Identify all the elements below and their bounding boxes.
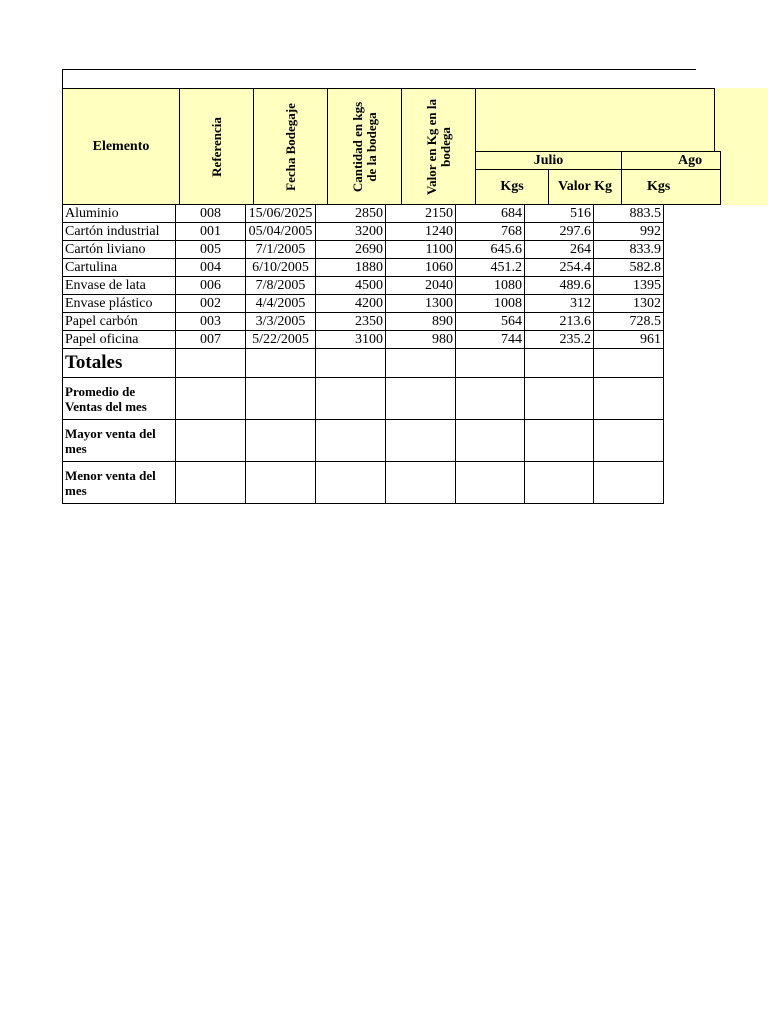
summary-cell[interactable] [386, 420, 456, 462]
cell-agosto-kgs[interactable]: 833.9 [594, 241, 664, 259]
summary-row-menor [63, 462, 664, 504]
summary-cell[interactable] [316, 378, 386, 420]
header-fecha-label: Fecha Bodegaje [282, 102, 298, 191]
totals-cell[interactable] [525, 349, 594, 378]
summary-cell[interactable] [594, 378, 664, 420]
summary-cell[interactable] [176, 420, 246, 462]
cell-agosto-kgs[interactable]: 883.5 [594, 205, 664, 223]
cell-valor[interactable]: 890 [386, 313, 456, 331]
header-cantidad-line1: Cantidad en kgs [349, 101, 365, 192]
table-row [63, 331, 664, 349]
cell-elemento[interactable]: Papel carbón [63, 313, 176, 331]
cell-agosto-kgs[interactable]: 582.8 [594, 259, 664, 277]
totals-row [63, 349, 664, 378]
header-julio-kgs [475, 169, 549, 205]
cell-julio-valor[interactable]: 254.4 [525, 259, 594, 277]
header-elemento [62, 88, 180, 205]
cell-valor[interactable]: 1300 [386, 295, 456, 313]
table-row [63, 241, 664, 259]
cell-elemento[interactable]: Cartón industrial [63, 223, 176, 241]
cell-cantidad[interactable]: 1880 [316, 259, 386, 277]
totals-cell[interactable] [176, 349, 246, 378]
summary-label-menor: Menor venta del mes [63, 462, 176, 504]
table-row [63, 295, 664, 313]
cell-fecha[interactable]: 7/8/2005 [246, 277, 316, 295]
cell-agosto-kgs[interactable]: 992 [594, 223, 664, 241]
cell-agosto-kgs[interactable]: 728.5 [594, 313, 664, 331]
header-cantidad-line2: de la bodega [363, 111, 379, 182]
cell-referencia[interactable]: 003 [176, 313, 246, 331]
cell-valor[interactable]: 2150 [386, 205, 456, 223]
cell-valor[interactable]: 2040 [386, 277, 456, 295]
totals-cell[interactable] [246, 349, 316, 378]
header-referencia-label: Referencia [208, 116, 224, 177]
cell-referencia[interactable]: 006 [176, 277, 246, 295]
totals-label: Totales [63, 349, 176, 378]
cell-valor[interactable]: 980 [386, 331, 456, 349]
table-row [63, 259, 664, 277]
summary-cell[interactable] [386, 378, 456, 420]
summary-cell[interactable] [525, 462, 594, 504]
header-valor-line1: Valor en Kg en la [423, 98, 439, 195]
summary-cell[interactable] [176, 378, 246, 420]
header-fecha [253, 88, 328, 205]
cell-julio-kgs[interactable]: 1080 [456, 277, 525, 295]
cell-fecha[interactable]: 7/1/2005 [246, 241, 316, 259]
data-table [62, 204, 664, 504]
summary-cell[interactable] [316, 462, 386, 504]
header-elemento-label: Elemento [92, 138, 150, 154]
cell-cantidad[interactable]: 4200 [316, 295, 386, 313]
cell-valor[interactable]: 1240 [386, 223, 456, 241]
cell-julio-kgs[interactable]: 1008 [456, 295, 525, 313]
summary-cell[interactable] [594, 462, 664, 504]
header-month-agosto-label: Ago [678, 152, 703, 168]
cell-julio-kgs[interactable]: 684 [456, 205, 525, 223]
cell-elemento[interactable]: Cartulina [63, 259, 176, 277]
cell-cantidad[interactable]: 4500 [316, 277, 386, 295]
header-agosto-kgs [621, 169, 721, 205]
cell-cantidad[interactable]: 2350 [316, 313, 386, 331]
cell-elemento[interactable]: Envase plástico [63, 295, 176, 313]
cell-julio-valor[interactable]: 213.6 [525, 313, 594, 331]
totals-cell[interactable] [386, 349, 456, 378]
cell-fecha[interactable]: 5/22/2005 [246, 331, 316, 349]
cell-agosto-kgs[interactable]: 1302 [594, 295, 664, 313]
header-julio-valor [548, 169, 622, 205]
header-valor-line2: bodega [437, 126, 453, 167]
header-month-julio [475, 151, 622, 170]
summary-row-promedio [63, 378, 664, 420]
cell-elemento[interactable]: Cartón liviano [63, 241, 176, 259]
summary-cell[interactable] [246, 378, 316, 420]
header-referencia [179, 88, 254, 205]
table-row [63, 205, 664, 223]
summary-cell[interactable] [246, 420, 316, 462]
summary-cell[interactable] [525, 420, 594, 462]
cell-julio-valor[interactable]: 516 [525, 205, 594, 223]
cell-referencia[interactable]: 002 [176, 295, 246, 313]
cell-elemento[interactable]: Aluminio [63, 205, 176, 223]
summary-cell[interactable] [316, 420, 386, 462]
header-cantidad [327, 88, 402, 205]
cell-referencia[interactable]: 008 [176, 205, 246, 223]
cell-julio-valor[interactable]: 235.2 [525, 331, 594, 349]
summary-row-mayor [63, 420, 664, 462]
cell-referencia[interactable]: 004 [176, 259, 246, 277]
cell-fecha[interactable]: 05/04/2005 [246, 223, 316, 241]
cell-julio-kgs[interactable]: 744 [456, 331, 525, 349]
summary-cell[interactable] [456, 378, 525, 420]
header-julio-valor-label: Valor Kg [557, 179, 613, 194]
cell-julio-valor[interactable]: 297.6 [525, 223, 594, 241]
header-agosto-kgs-label: Kgs [647, 179, 671, 194]
title-row [62, 69, 696, 88]
header-month-julio-label: Julio [533, 152, 564, 168]
summary-cell[interactable] [246, 462, 316, 504]
summary-cell[interactable] [525, 378, 594, 420]
cell-referencia[interactable]: 005 [176, 241, 246, 259]
cell-agosto-kgs[interactable]: 1395 [594, 277, 664, 295]
header-valor-label [425, 93, 453, 201]
cell-elemento[interactable]: Envase de lata [63, 277, 176, 295]
summary-rows [63, 349, 664, 504]
cell-fecha[interactable]: 3/3/2005 [246, 313, 316, 331]
table-row [63, 223, 664, 241]
summary-cell[interactable] [594, 420, 664, 462]
cell-cantidad[interactable]: 2850 [316, 205, 386, 223]
cell-elemento[interactable]: Papel oficina [63, 331, 176, 349]
cell-julio-valor[interactable]: 489.6 [525, 277, 594, 295]
spreadsheet [62, 69, 703, 512]
header-months-group [475, 88, 715, 152]
cell-cantidad[interactable]: 3200 [316, 223, 386, 241]
cell-julio-kgs[interactable]: 768 [456, 223, 525, 241]
table-row [63, 313, 664, 331]
cell-valor[interactable]: 1100 [386, 241, 456, 259]
cell-julio-kgs[interactable]: 645.6 [456, 241, 525, 259]
summary-label-promedio: Promedio de Ventas del mes [63, 378, 176, 420]
summary-label-mayor: Mayor venta del mes [63, 420, 176, 462]
header-valor [401, 88, 476, 205]
cell-fecha[interactable]: 4/4/2005 [246, 295, 316, 313]
table-row [63, 277, 664, 295]
header-month-agosto [621, 151, 721, 170]
totals-cell[interactable] [456, 349, 525, 378]
cell-julio-kgs[interactable]: 451.2 [456, 259, 525, 277]
data-rows [63, 205, 664, 349]
cell-valor[interactable]: 1060 [386, 259, 456, 277]
cell-fecha[interactable]: 15/06/2025 [246, 205, 316, 223]
summary-cell[interactable] [386, 462, 456, 504]
totals-cell[interactable] [316, 349, 386, 378]
summary-cell[interactable] [176, 462, 246, 504]
totals-cell[interactable] [594, 349, 664, 378]
cell-cantidad[interactable]: 3100 [316, 331, 386, 349]
cell-julio-valor[interactable]: 312 [525, 295, 594, 313]
header-cantidad-label [351, 93, 379, 201]
cell-referencia[interactable]: 001 [176, 223, 246, 241]
cell-julio-kgs[interactable]: 564 [456, 313, 525, 331]
cell-referencia[interactable]: 007 [176, 331, 246, 349]
cell-cantidad[interactable]: 2690 [316, 241, 386, 259]
cell-fecha[interactable]: 6/10/2005 [246, 259, 316, 277]
header-julio-kgs-label: Kgs [500, 179, 524, 194]
cell-julio-valor[interactable]: 264 [525, 241, 594, 259]
summary-cell[interactable] [456, 462, 525, 504]
summary-cell[interactable] [456, 420, 525, 462]
cell-agosto-kgs[interactable]: 961 [594, 331, 664, 349]
